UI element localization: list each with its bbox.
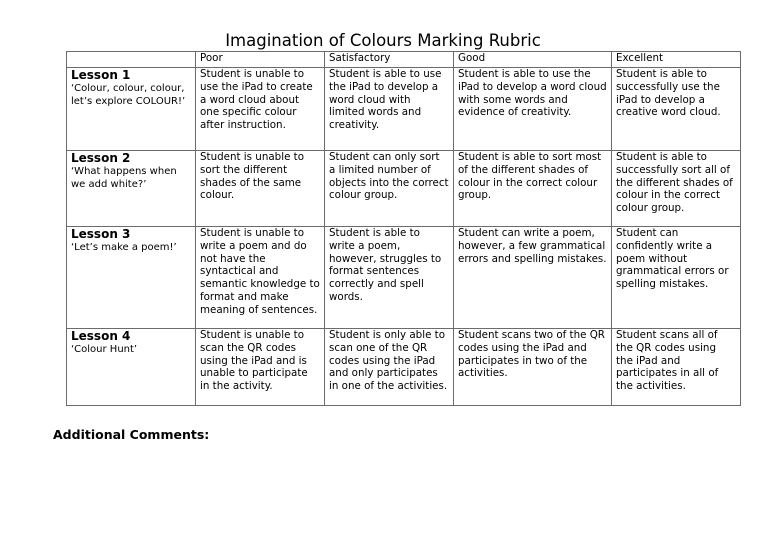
cell-poor: Student is unable to write a poem and do not have the syntactical and semantic knowledge to format and make meaning of sentences. [196, 227, 325, 329]
lesson-cell [67, 151, 196, 227]
cell-excellent: Student is able to successfully sort all of the different shades of colour in the correct colour group. [612, 151, 741, 227]
table-header-row [67, 52, 741, 68]
lesson-cell [67, 329, 196, 406]
header-cell-satisfactory: Satisfactory [325, 52, 454, 68]
page-title-text: Imagination of Colours Marking Rubric [225, 31, 541, 50]
lesson-title: Lesson 2 [71, 151, 131, 165]
lesson-subtitle: ‘Colour, colour, colour, let’s explore COLOUR!’ [71, 83, 186, 107]
lesson-title: Lesson 1 [71, 68, 131, 82]
header-cell-lesson [67, 52, 196, 68]
header-cell-good: Good [454, 52, 612, 68]
cell-good: Student scans two of the QR codes using the iPad and participates in two of the activities. [454, 329, 612, 406]
cell-satisfactory: Student is able to use the iPad to develop a word cloud with limited words and creativity. [325, 68, 454, 151]
table-row-lesson-1 [67, 68, 741, 151]
cell-excellent: Student can confidently write a poem without grammatical errors or spelling mistakes. [612, 227, 741, 329]
header-cell-excellent: Excellent [612, 52, 741, 68]
cell-poor: Student is unable to scan the QR codes using the iPad and is unable to participate in the activity. [196, 329, 325, 406]
marking-rubric-table [66, 51, 741, 406]
cell-excellent: Student is able to successfully use the iPad to develop a creative word cloud. [612, 68, 741, 151]
lesson-cell [67, 68, 196, 151]
cell-excellent: Student scans all of the QR codes using the iPad and participates in all of the activities. [612, 329, 741, 406]
lesson-title: Lesson 3 [71, 227, 131, 241]
header-cell-poor: Poor [196, 52, 325, 68]
lesson-title: Lesson 4 [71, 329, 131, 343]
cell-satisfactory: Student is only able to scan one of the QR codes using the iPad and only participates in one of the activities. [325, 329, 454, 406]
cell-satisfactory: Student can only sort a limited number of objects into the correct colour group. [325, 151, 454, 227]
table-row-lesson-2 [67, 151, 741, 227]
table-row-lesson-4 [67, 329, 741, 406]
cell-good: Student is able to sort most of the different shades of colour in the correct colour group. [454, 151, 612, 227]
lesson-subtitle: ‘Let’s make a poem!’ [71, 242, 177, 253]
cell-poor: Student is unable to sort the different shades of the same colour. [196, 151, 325, 227]
additional-comments-label: Additional Comments: [53, 427, 210, 442]
table-row-lesson-3 [67, 227, 741, 329]
lesson-subtitle: ‘Colour Hunt’ [71, 344, 138, 355]
cell-good: Student can write a poem, however, a few grammatical errors and spelling mistakes. [454, 227, 612, 329]
page-title [0, 31, 768, 51]
cell-good: Student is able to use the iPad to develop a word cloud with some words and evidence of creativity. [454, 68, 612, 151]
cell-poor: Student is unable to use the iPad to create a word cloud about one specific colour after instruction. [196, 68, 325, 151]
cell-satisfactory: Student is able to write a poem, however, struggles to format sentences correctly and spell words. [325, 227, 454, 329]
lesson-cell [67, 227, 196, 329]
lesson-subtitle: ‘What happens when we add white?’ [71, 166, 177, 190]
